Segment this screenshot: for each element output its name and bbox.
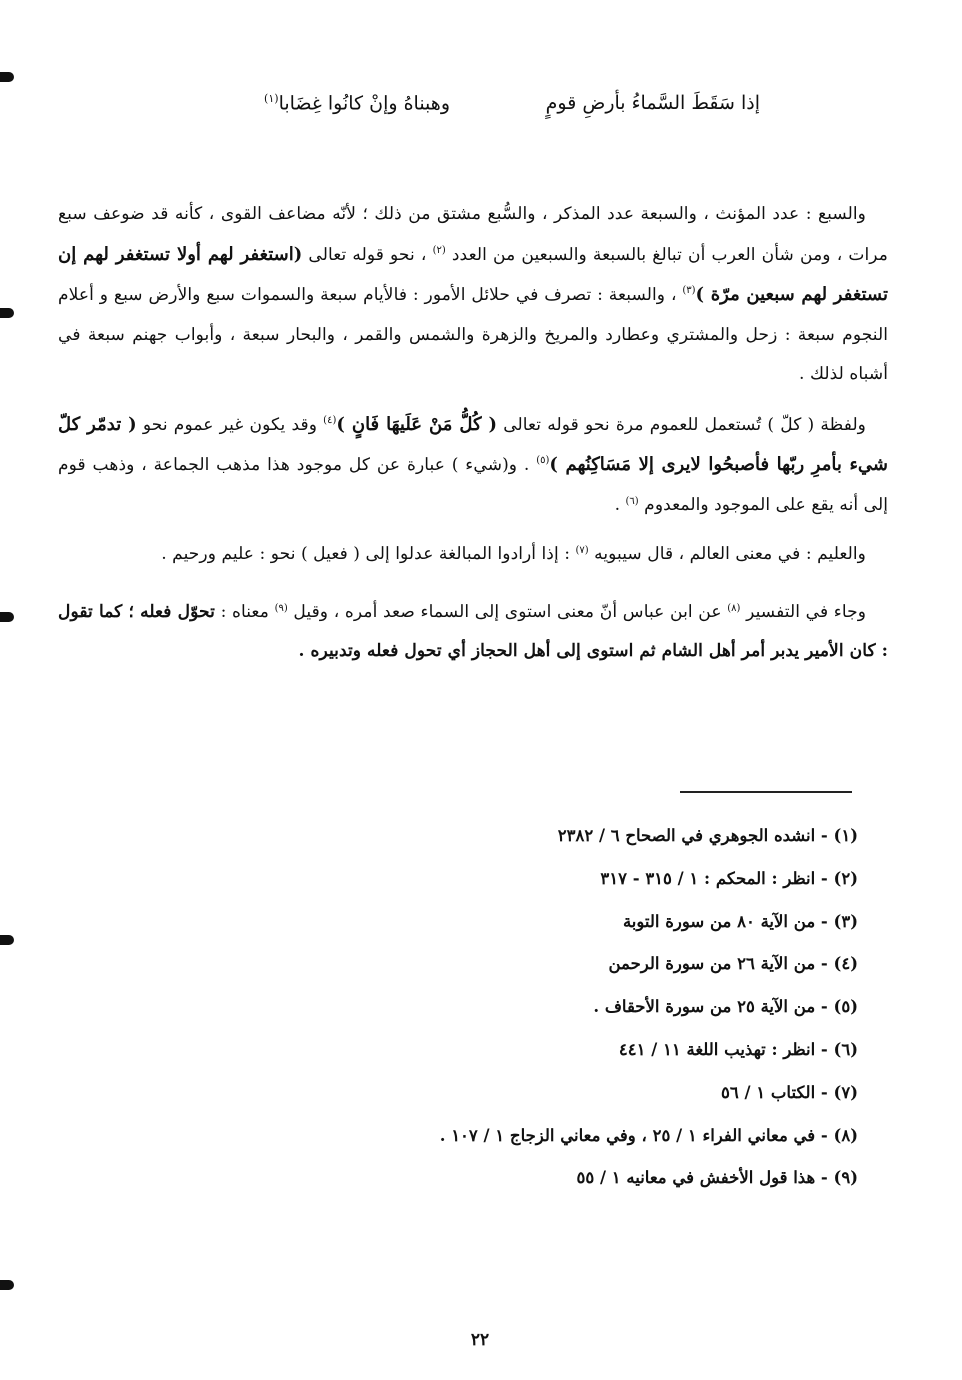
paragraph-text: ولفظة ( كلّ ) تُستعمل للعموم مرة نحو قوله تعالى bbox=[503, 414, 866, 435]
footnote-item: (٨) - في معاني الفراء ١ / ٢٥ ، وفي معاني الزجاج ١ / ١٠٧ . bbox=[439, 1125, 858, 1145]
footnote-ref: (١) bbox=[264, 92, 279, 105]
paragraph-text: والعليم : في معنى العالم ، قال سيبويه bbox=[594, 544, 866, 564]
paragraph-text: : إذا أرادوا المبالغة عدلوا إلى ( فعيل ) نحو : عليم ورحيم . bbox=[161, 544, 570, 564]
paragraph-kull bbox=[58, 405, 888, 526]
footnote-ref: (٩) bbox=[274, 602, 288, 614]
footnote-item: (١) - انشده الجوهري في الصحاح ٦ / ٢٣٨٢ bbox=[557, 826, 858, 845]
footnote-ref: (٥) bbox=[536, 455, 550, 466]
footnote-ref: (٤) bbox=[323, 414, 337, 426]
quran-quote: ( كُلُّ مَنْ عَلَيهَا فَانٍ ) bbox=[336, 413, 498, 435]
footnote-ref: (٧) bbox=[575, 545, 589, 556]
binding-hole-mark bbox=[0, 935, 14, 945]
paragraph-text: وجاء في التفسير bbox=[746, 601, 867, 622]
paragraph-text: ، نحو قوله تعالى bbox=[308, 244, 427, 265]
binding-hole-mark bbox=[0, 612, 14, 622]
footnote-item: (٣) - من الآية ٨٠ من سورة التوبة bbox=[622, 911, 858, 931]
verse-hemistich-second-text: وهبناهُ وإنْ كانُوا غِضَابا bbox=[278, 92, 450, 115]
footnote-ref: (٨) bbox=[727, 602, 741, 614]
footnotes bbox=[298, 815, 858, 1200]
quran-quote: ( تدمّر كلّ شيء بأمرِ ربّها فأصبحُوا لايرى إلا مَسَاكِنُهم ) bbox=[58, 413, 888, 475]
footnote-item: (٥) - من الآية ٢٥ من سورة الأحقاف . bbox=[593, 997, 858, 1017]
paragraph-tafsir bbox=[58, 593, 888, 672]
poetry-verse bbox=[230, 92, 760, 132]
paragraph-text: . و(شيء ) عبارة عن كل موجود هذا مذهب الجماعة ، وذهب قوم إلى أنه يقع على الموجود والمعدوم bbox=[58, 455, 888, 515]
paragraph-text: معناه : bbox=[220, 601, 269, 622]
paragraph-text: وقد يكون غير عموم نحو bbox=[142, 414, 317, 435]
quran-quote: (استغفر لهم أولا تستغفر لهم إن تستغفر لهم سبعين مرّة ) bbox=[58, 243, 888, 305]
main-text bbox=[58, 195, 888, 682]
footnote-item: (٢) - انظر : المحكم : ١ / ٣١٥ - ٣١٧ bbox=[600, 868, 858, 888]
footnote-item: (٧) - الكتاب ١ / ٥٦ bbox=[721, 1082, 858, 1102]
footnote-item: (٩) - هذا قول الأخفش في معانيه ١ / ٥٥ bbox=[576, 1168, 858, 1188]
binding-hole-mark bbox=[0, 72, 14, 82]
footnote-separator bbox=[680, 791, 852, 793]
verse-hemistich-second bbox=[264, 92, 450, 114]
paragraph-alim bbox=[58, 535, 888, 575]
footnote-item: (٦) - انظر : تهذيب اللغة ١١ / ٤٤١ bbox=[618, 1039, 858, 1059]
binding-hole-mark bbox=[0, 308, 14, 318]
paragraph-text: تحوّل فعله ؛ كما تقول : كان الأمير يدبر أمر أهل الشام ثم استوى إلى أهل الحجاز أي تحول فعله وتدبيره . bbox=[58, 601, 888, 661]
footnote-ref: (٢) bbox=[432, 244, 446, 256]
verse-hemistich-first: إذا سَقَطَ السَّماءُ بأرضِ قومٍ bbox=[545, 92, 760, 114]
footnote-ref: (٦) bbox=[625, 495, 639, 507]
paragraph-text: والسبع : عدد المؤنث ، والسبعة عدد المذكر ، والسُّبع مشتق من ذلك ؛ لأنّه مضاعف القوى ، كأنه قد ضوعف سبع مرات ، ومن شأن العرب أن تبالغ بالسبعة والسبعين من العدد bbox=[58, 204, 888, 265]
binding-hole-mark bbox=[0, 1280, 14, 1290]
paragraph-text: عن ابن عباس أنّ معنى استوى إلى السماء صعد أمره ، وقيل bbox=[293, 601, 722, 622]
paragraph-text: ، والسبعة : تصرف في حلائل الأمور : فالأيام سبعة والسموات سبع والأرض سبع و أعلام النجوم سبعة : زحل والمشتري وعطارد والمريخ والزهرة والشمس والقمر ، والبحار سبعة ، وأبواب جهنم سبعة في أشباه لذلك . bbox=[58, 285, 888, 384]
page-number: ٢٢ bbox=[470, 1330, 490, 1350]
paragraph-text: . bbox=[614, 494, 621, 515]
footnote-item: (٤) - من الآية ٢٦ من سورة الرحمن bbox=[608, 954, 858, 974]
footnote-ref: (٣) bbox=[682, 285, 696, 296]
paragraph-seven bbox=[58, 195, 888, 395]
